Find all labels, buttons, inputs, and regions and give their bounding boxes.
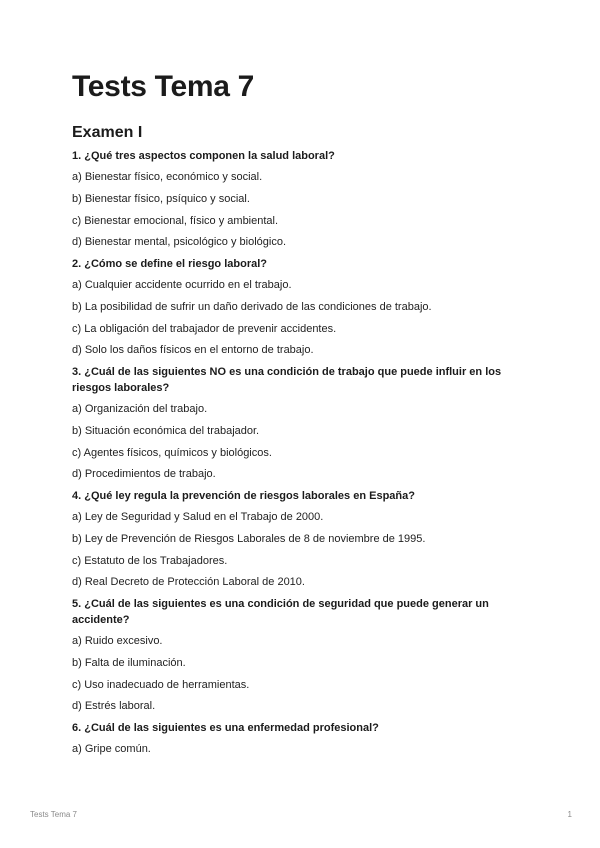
answer-option: b) Falta de iluminación. — [72, 656, 186, 669]
answer-option: b) Ley de Prevención de Riesgos Laborales de 8 de noviembre de 1995. — [72, 532, 426, 545]
question-block — [72, 256, 532, 358]
question-list — [72, 148, 532, 763]
footer-page-number: 1 — [567, 810, 572, 819]
answer-option: a) Bienestar físico, económico y social. — [72, 171, 263, 183]
answer-option: c) La obligación del trabajador de prevenir accidentes. — [72, 322, 337, 335]
question-block — [72, 720, 532, 757]
question-text: 6. ¿Cuál de las siguientes es una enfermedad profesional? — [72, 722, 379, 734]
answer-option: b) Bienestar físico, psíquico y social. — [72, 192, 250, 205]
question-text: 3. ¿Cuál de las siguientes NO es una condición de trabajo que puede influir en los riesgos laborales? — [72, 366, 502, 394]
answer-option: d) Estrés laboral. — [72, 700, 156, 713]
question-block — [72, 148, 532, 250]
answer-option: b) Situación económica del trabajador. — [72, 424, 260, 437]
question-text: 5. ¿Cuál de las siguientes es una condición de seguridad que puede generar un accidente? — [72, 598, 489, 626]
answer-option: a) Cualquier accidente ocurrido en el trabajo. — [72, 279, 292, 291]
answer-option: d) Bienestar mental, psicológico y biológico. — [72, 236, 287, 249]
question-block — [72, 364, 532, 482]
answer-option: c) Estatuto de los Trabajadores. — [72, 554, 228, 567]
answer-option: d) Solo los daños físicos en el entorno de trabajo. — [72, 344, 314, 357]
question-text: 1. ¿Qué tres aspectos componen la salud laboral? — [72, 150, 335, 162]
answer-option: a) Ley de Seguridad y Salud en el Trabajo de 2000. — [72, 511, 324, 523]
question-block — [72, 488, 532, 590]
page-title: Tests Tema 7 — [72, 70, 255, 103]
answer-option: c) Agentes físicos, químicos y biológicos. — [72, 446, 272, 459]
answer-option: b) La posibilidad de sufrir un daño derivado de las condiciones de trabajo. — [72, 300, 432, 313]
answer-option: c) Uso inadecuado de herramientas. — [72, 678, 250, 691]
answer-option: a) Ruido excesivo. — [72, 635, 163, 647]
section-title: Examen I — [72, 124, 143, 141]
answer-option: d) Real Decreto de Protección Laboral de 2010. — [72, 576, 305, 589]
answer-option: d) Procedimientos de trabajo. — [72, 468, 216, 481]
question-text: 2. ¿Cómo se define el riesgo laboral? — [72, 258, 267, 270]
question-text: 4. ¿Qué ley regula la prevención de riesgos laborales en España? — [72, 490, 415, 502]
question-block — [72, 596, 532, 714]
answer-option: a) Organización del trabajo. — [72, 403, 208, 415]
answer-option: a) Gripe común. — [72, 743, 151, 755]
footer-title: Tests Tema 7 — [30, 810, 77, 819]
answer-option: c) Bienestar emocional, físico y ambiental. — [72, 214, 279, 227]
